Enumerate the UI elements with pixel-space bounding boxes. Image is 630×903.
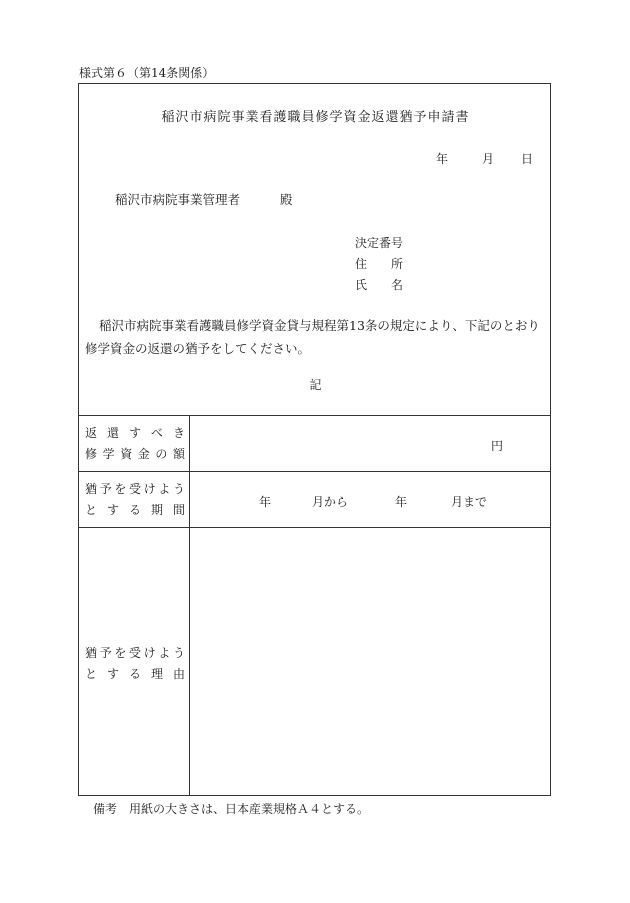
reason-label-line1: 猶予を受けよう <box>85 646 185 660</box>
form-title: 稲沢市病院事業看護職員修学資金返還猶予申請書 <box>161 110 470 125</box>
form-reference: 様式第６（第14条関係） <box>79 66 215 80</box>
addressee: 稲沢市病院事業管理者 <box>115 192 241 207</box>
period-label-line1: 猶予を受けよう <box>85 482 185 496</box>
ki-heading: 記 <box>309 378 322 392</box>
period-from-label: 月から <box>312 495 349 509</box>
date-year-label: 年 <box>436 152 449 166</box>
period-start-year-label: 年 <box>259 495 272 509</box>
remarks-note: 備考 用紙の大きさは、日本産業規格Ａ４とする。 <box>93 802 370 816</box>
date-day-label: 日 <box>521 152 534 166</box>
period-label-line2: とする期間 <box>85 503 185 517</box>
yen-unit: 円 <box>491 439 504 453</box>
amount-label-line1: 返還すべき <box>85 426 185 440</box>
table-top-line <box>79 415 550 416</box>
row-divider-2 <box>79 527 550 528</box>
column-divider <box>189 415 190 796</box>
application-form-frame <box>78 83 551 796</box>
row-divider-1 <box>79 471 550 472</box>
decision-number-label: 決定番号 <box>355 236 404 250</box>
name-label: 氏 名 <box>355 278 404 292</box>
address-label: 住 所 <box>355 257 404 271</box>
reason-label-line2: とする理由 <box>85 667 185 681</box>
request-body-text: 稲沢市病院事業看護職員修学資金貸与規程第13条の規定により、下記のとおり修学資金の返還の猶予をしてください。 <box>85 318 540 356</box>
date-month-label: 月 <box>482 152 495 166</box>
honorific: 殿 <box>280 192 293 207</box>
period-until-label: 月まで <box>451 495 488 509</box>
period-end-year-label: 年 <box>395 495 408 509</box>
amount-label-line2: 修学資金の額 <box>85 447 185 461</box>
